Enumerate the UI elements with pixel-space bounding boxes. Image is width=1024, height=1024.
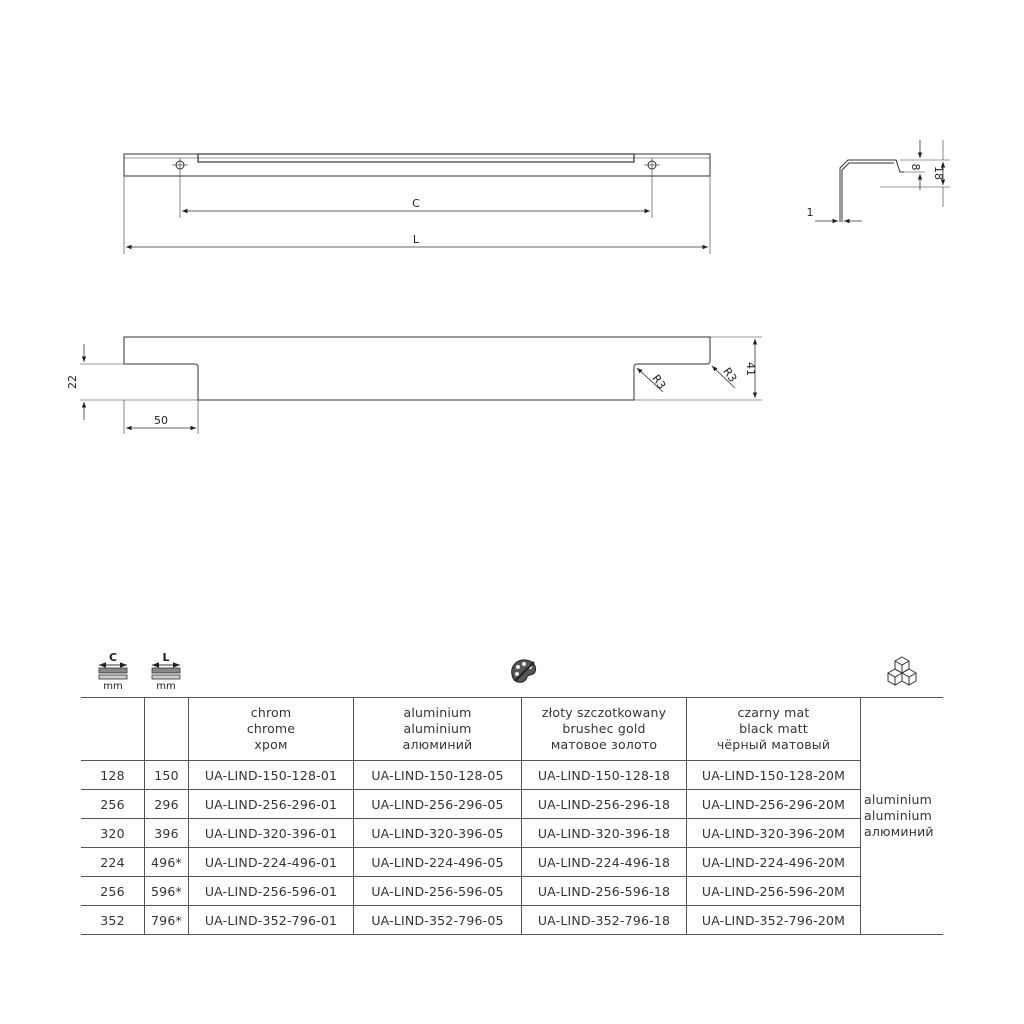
finish-header-line: aluminium — [403, 721, 472, 736]
dim-label-50: 50 — [154, 414, 168, 427]
table-row — [81, 906, 943, 935]
side-profile — [815, 140, 950, 222]
finish-header-line: chrom — [250, 705, 292, 720]
c-value: 320 — [81, 819, 145, 848]
table-row — [81, 848, 943, 877]
finish-header-line: хром — [254, 737, 288, 752]
product-code: UA-LIND-256-296-18 — [522, 790, 687, 819]
finish-header-line: aluminium — [403, 705, 472, 720]
table-row — [81, 877, 943, 906]
finish-header-line: złoty szczotkowany — [541, 705, 667, 720]
dim-label-18: 18 — [932, 166, 945, 180]
c-value: 256 — [81, 790, 145, 819]
svg-text:L: L — [162, 651, 170, 664]
svg-text:mm: mm — [103, 681, 123, 692]
material-line: алюминий — [864, 824, 934, 839]
product-code: UA-LIND-256-296-01 — [189, 790, 354, 819]
l-value: 796* — [145, 906, 189, 935]
product-table — [81, 697, 943, 935]
finish-header-line: chrome — [246, 721, 296, 736]
finish-header-line: чёрный матовый — [716, 737, 831, 752]
product-code: UA-LIND-256-296-05 — [354, 790, 522, 819]
finish-header-1 — [354, 698, 522, 761]
l-value: 496* — [145, 848, 189, 877]
palette-icon — [512, 660, 536, 682]
product-code: UA-LIND-150-128-20M — [687, 761, 861, 790]
dim-label-c: C — [412, 197, 420, 210]
product-code: UA-LIND-224-496-01 — [189, 848, 354, 877]
product-code: UA-LIND-320-396-18 — [522, 819, 687, 848]
product-code: UA-LIND-352-796-01 — [189, 906, 354, 935]
l-value: 150 — [145, 761, 189, 790]
product-code: UA-LIND-150-128-05 — [354, 761, 522, 790]
product-code: UA-LIND-224-496-05 — [354, 848, 522, 877]
c-value: 224 — [81, 848, 145, 877]
c-dimension-icon — [99, 651, 127, 692]
product-code: UA-LIND-256-596-18 — [522, 877, 687, 906]
material-line: aluminium — [864, 792, 932, 807]
table-row — [81, 819, 943, 848]
dim-label-8: 8 — [909, 163, 922, 171]
product-code: UA-LIND-320-396-20M — [687, 819, 861, 848]
product-code: UA-LIND-352-796-05 — [354, 906, 522, 935]
finish-header-3 — [687, 698, 861, 761]
product-code: UA-LIND-256-596-01 — [189, 877, 354, 906]
header-c-cell — [81, 698, 145, 761]
product-code: UA-LIND-150-128-01 — [189, 761, 354, 790]
header-l-cell — [145, 698, 189, 761]
material-cell — [861, 698, 944, 935]
cubes-icon — [888, 657, 916, 685]
dim-label-41: 41 — [744, 362, 757, 376]
product-code: UA-LIND-320-396-01 — [189, 819, 354, 848]
svg-text:mm: mm — [156, 681, 176, 692]
dim-label-l: L — [412, 233, 420, 246]
finish-header-0 — [189, 698, 354, 761]
dim-label-1: 1 — [806, 206, 814, 219]
l-value: 596* — [145, 877, 189, 906]
product-code: UA-LIND-224-496-20M — [687, 848, 861, 877]
l-dimension-icon — [152, 651, 180, 692]
c-value: 128 — [81, 761, 145, 790]
finish-header-line: brushec gold — [562, 721, 646, 736]
product-code: UA-LIND-256-596-20M — [687, 877, 861, 906]
dim-label-22: 22 — [66, 375, 79, 389]
finish-header-line: алюминий — [402, 737, 473, 752]
product-code: UA-LIND-256-596-05 — [354, 877, 522, 906]
product-code: UA-LIND-224-496-18 — [522, 848, 687, 877]
finish-header-line: czarny mat — [737, 705, 810, 720]
product-code: UA-LIND-320-396-05 — [354, 819, 522, 848]
c-value: 352 — [81, 906, 145, 935]
svg-text:C: C — [108, 651, 118, 664]
table-row — [81, 790, 943, 819]
finish-header-2 — [522, 698, 687, 761]
l-value: 396 — [145, 819, 189, 848]
table-header-row — [81, 698, 943, 761]
finish-header-line: black matt — [739, 721, 808, 736]
material-line: aluminium — [864, 808, 932, 823]
table-row — [81, 761, 943, 790]
radius-label-left: R3 — [649, 372, 669, 392]
l-value: 296 — [145, 790, 189, 819]
product-code: UA-LIND-150-128-18 — [522, 761, 687, 790]
product-code: UA-LIND-256-296-20M — [687, 790, 861, 819]
product-code: UA-LIND-352-796-18 — [522, 906, 687, 935]
radius-label-right: R3 — [720, 365, 740, 385]
finish-header-line: матовое золото — [550, 737, 658, 752]
product-code: UA-LIND-352-796-20M — [687, 906, 861, 935]
c-value: 256 — [81, 877, 145, 906]
